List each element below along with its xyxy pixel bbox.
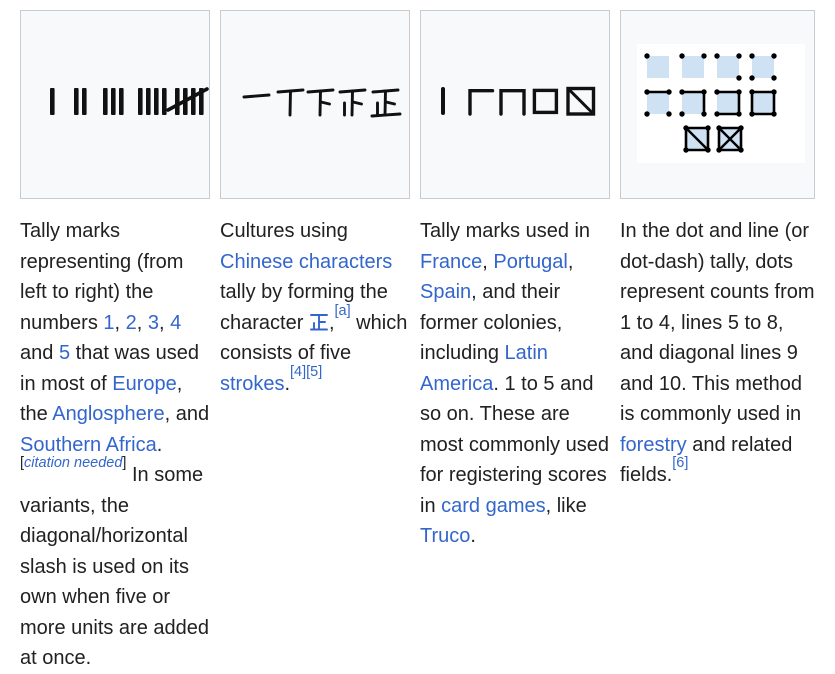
caption-text: . [156, 433, 163, 456]
caption-text: and related [686, 433, 793, 456]
caption-text: , [328, 311, 335, 334]
reference-link[interactable]: [6] [672, 455, 689, 472]
tally-bars-drawing [21, 11, 209, 198]
caption-text: , and [164, 403, 210, 425]
caption-text: and 10. This method [620, 372, 802, 395]
caption-text: fields. [620, 464, 673, 486]
caption-line [20, 491, 220, 522]
wiki-link[interactable]: card games [441, 494, 546, 517]
caption-line [20, 582, 220, 613]
gallery-item [20, 10, 220, 674]
wiki-link[interactable]: 2 [125, 311, 137, 334]
wiki-link[interactable]: 1 [103, 311, 115, 334]
caption-text: that was used [70, 342, 200, 364]
dot-and-line-tally-image[interactable] [620, 10, 815, 199]
caption-text: in [420, 494, 442, 517]
caption-line [420, 399, 620, 430]
caption-text: slash is used on its [20, 555, 189, 578]
caption-text: including [420, 342, 505, 364]
wiki-link[interactable]: 5 [58, 342, 71, 364]
caption-line [20, 247, 220, 278]
caption-line [20, 369, 220, 400]
caption-line [20, 308, 220, 339]
wiki-link[interactable]: Portugal [493, 250, 568, 273]
caption-text: , like [545, 494, 587, 517]
caption-text: , [567, 250, 574, 273]
wiki-link[interactable]: Truco [420, 525, 471, 547]
caption-text: own when five or [20, 586, 171, 608]
caption-text: . [284, 372, 291, 395]
caption-text: and diagonal lines 9 [620, 342, 798, 364]
caption-text: consists of five [220, 342, 352, 364]
caption-line [420, 460, 620, 491]
image-caption [620, 216, 835, 491]
caption-text: and [20, 342, 59, 364]
caption-line [220, 216, 420, 247]
caption-text: Cultures using [220, 220, 348, 242]
caption-line [620, 308, 835, 339]
reference-link[interactable]: [4] [290, 363, 307, 380]
caption-line [620, 399, 835, 430]
caption-line [220, 277, 420, 308]
caption-line [20, 613, 220, 644]
citation-needed-superscript[interactable]: [citation needed] [20, 455, 127, 472]
caption-line [20, 455, 220, 491]
caption-text: , [159, 311, 171, 334]
caption-line [620, 369, 835, 400]
caption-text: . 1 to 5 and [493, 372, 594, 395]
caption-line [20, 216, 220, 247]
caption-text: , and their [471, 281, 561, 303]
caption-line [420, 277, 620, 308]
dot-dash-drawing [621, 12, 814, 197]
reference-link[interactable]: [a] [334, 302, 351, 319]
caption-text: most commonly used [420, 433, 609, 456]
image-caption [420, 216, 620, 552]
wiki-link[interactable]: 4 [170, 311, 182, 334]
caption-text: In some [126, 464, 204, 486]
caption-line [20, 643, 220, 674]
wiki-link[interactable]: forestry [620, 433, 687, 456]
caption-line [420, 491, 620, 522]
caption-line [620, 216, 835, 247]
caption-text: at once. [20, 647, 92, 669]
chinese-character-tally-image[interactable] [220, 10, 410, 199]
caption-text: tally by forming the [220, 281, 388, 303]
caption-text: former colonies, [420, 311, 563, 334]
caption-text: , [482, 250, 494, 273]
caption-line [20, 338, 220, 369]
caption-line [220, 363, 420, 400]
caption-text: Tally marks used in [420, 220, 591, 242]
caption-text: 1 to 4, lines 5 to 8, [620, 311, 784, 334]
reference-link[interactable]: [5] [306, 363, 323, 380]
caption-text: in most of [20, 372, 113, 395]
wiki-link[interactable]: Spain [420, 281, 472, 303]
caption-text: the [20, 403, 53, 425]
caption-text: . [470, 525, 476, 547]
caption-text: diagonal/horizontal [20, 525, 188, 547]
caption-line [620, 247, 835, 278]
caption-line [20, 552, 220, 583]
gallery-item [420, 10, 620, 552]
caption-text: Tally marks [20, 220, 121, 242]
caption-line [220, 302, 420, 339]
caption-line [620, 455, 835, 491]
caption-line [420, 338, 620, 369]
gallery-item [620, 10, 835, 491]
caption-line [420, 216, 620, 247]
box-tally-marks-image[interactable] [420, 10, 610, 199]
zheng-character-link[interactable] [309, 312, 329, 332]
caption-text: In the dot and line (or [620, 220, 810, 242]
wiki-link[interactable]: Anglosphere [52, 403, 165, 425]
caption-line [20, 399, 220, 430]
caption-text: , [176, 372, 183, 395]
wiki-link[interactable]: America [420, 372, 494, 395]
caption-line [420, 521, 620, 552]
caption-text: is commonly used in [620, 403, 802, 425]
image-caption [220, 216, 420, 399]
caption-text: for registering scores [420, 464, 607, 486]
caption-text: which [350, 311, 408, 334]
wiki-link[interactable]: Europe [112, 372, 177, 395]
caption-line [420, 369, 620, 400]
reference-superscript[interactable] [335, 303, 351, 319]
wiki-link[interactable]: Southern Africa [20, 433, 157, 456]
caption-line [20, 521, 220, 552]
wiki-link[interactable]: Latin [504, 342, 548, 364]
caption-text: represent counts from [620, 281, 815, 303]
reference-superscript[interactable] [290, 364, 306, 380]
caption-text: dot-dash) tally, dots [620, 250, 794, 273]
image-caption [20, 216, 220, 674]
gallery-item [220, 10, 420, 399]
caption-text: left to right) the [20, 281, 154, 303]
caption-line [420, 308, 620, 339]
caption-text: numbers [20, 311, 104, 334]
caption-text: character [220, 311, 309, 334]
wiki-link[interactable]: 3 [147, 311, 159, 334]
wiki-link[interactable]: Chinese characters [220, 250, 393, 273]
caption-text: , [136, 311, 148, 334]
wiki-link[interactable]: strokes [220, 372, 285, 395]
box-shapes-drawing [421, 11, 609, 198]
zheng-strokes-drawing [221, 11, 409, 198]
reference-superscript[interactable] [306, 364, 322, 380]
caption-line [220, 247, 420, 278]
reference-superscript[interactable] [672, 455, 688, 471]
caption-text: variants, the [20, 494, 129, 517]
wiki-link[interactable]: France [420, 250, 483, 273]
caption-line [20, 277, 220, 308]
caption-line [420, 430, 620, 461]
citation-needed-link[interactable]: citation needed [24, 455, 123, 472]
caption-text: representing (from [20, 250, 184, 273]
caption-text: , [114, 311, 126, 334]
caption-line [420, 247, 620, 278]
caption-line [620, 430, 835, 461]
caption-text: so on. These are [420, 403, 570, 425]
caption-line [620, 277, 835, 308]
caption-text: more units are added [20, 616, 210, 639]
european-tally-marks-image[interactable] [20, 10, 210, 199]
caption-line [620, 338, 835, 369]
